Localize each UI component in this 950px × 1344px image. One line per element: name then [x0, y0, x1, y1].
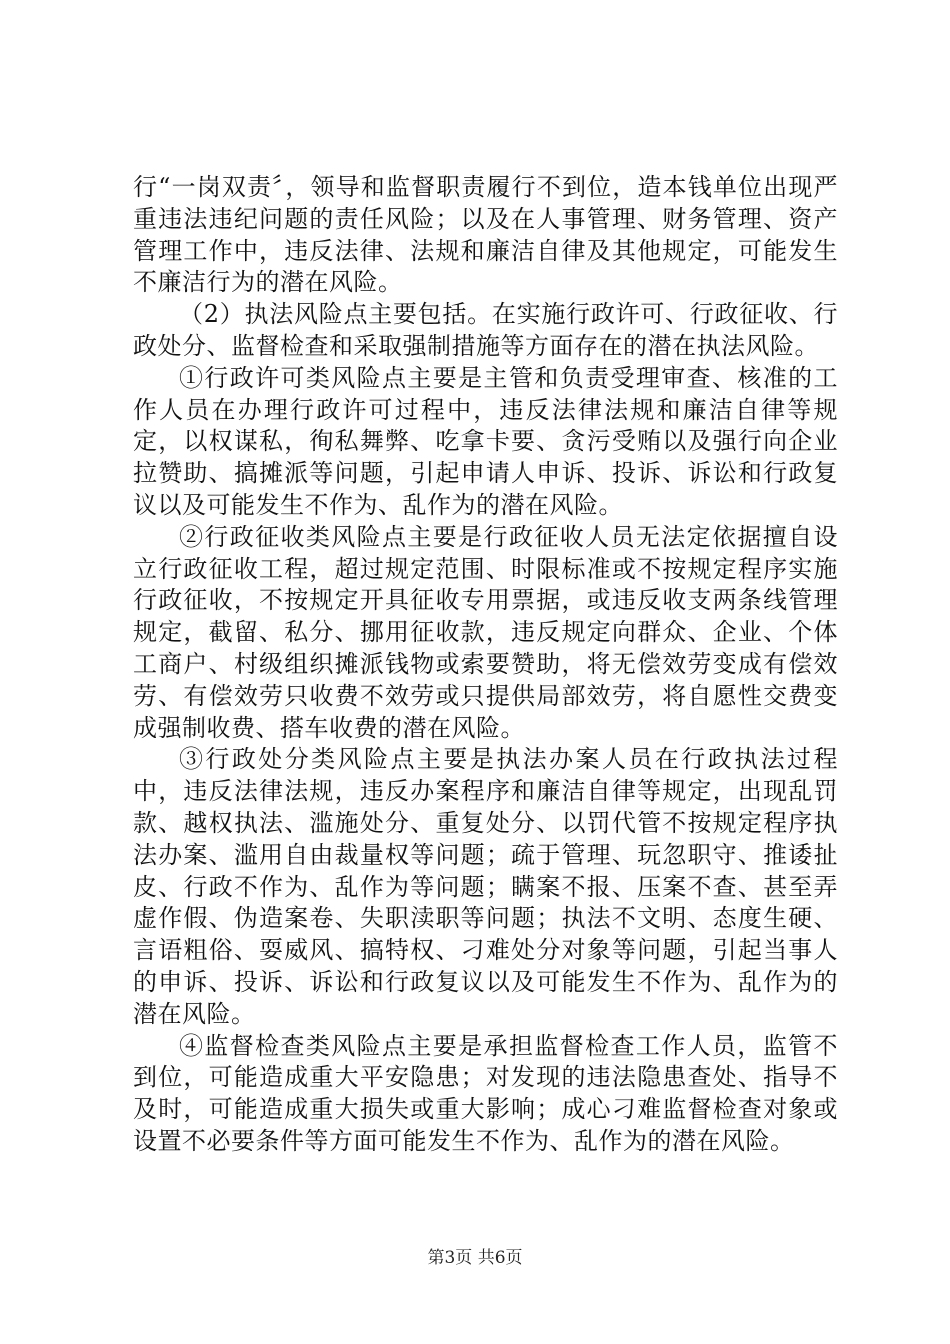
- paragraph-inspection-risk: ④监督检查类风险点主要是承担监督检查工作人员，监管不到位，可能造成重大平安隐患；对发现的违法隐患查处、指导不及时，可能造成重大损失或重大影响；成心刁难监督检查对象或设置不必要条件等方面可能发生不作为、乱作为的潜在风险。: [133, 1031, 838, 1155]
- paragraph-levy-risk: ②行政征收类风险点主要是行政征收人员无法定依据擅自设立行政征收工程，超过规定范围、时限标准或不按规定程序实施行政征收，不按规定开具征收专用票据，或违反收支两条线管理规定，截留、私分、挪用征收款，违反规定向群众、企业、个体工商户、村级组织摊派钱物或索要赞助，将无偿效劳变成有偿效劳、有偿效劳只收费不效劳或只提供局部效劳，将自愿性交费变成强制收费、搭车收费的潜在风险。: [133, 522, 838, 742]
- paragraph-licensing-risk: ①行政许可类风险点主要是主管和负责受理审查、核准的工作人员在办理行政许可过程中，违反法律法规和廉洁自律等规定，以权谋私，徇私舞弊、吃拿卡要、贪污受贿以及强行向企业拉赞助、搞摊派等问题，引起申请人申诉、投诉、诉讼和行政复议以及可能发生不作为、乱作为的潜在风险。: [133, 363, 838, 519]
- paragraph-enforcement-risk: （2）执法风险点主要包括。在实施行政许可、行政征收、行政处分、监督检查和采取强制措施等方面存在的潜在执法风险。: [133, 300, 838, 360]
- page-number-footer: 第3页 共6页: [427, 1248, 523, 1268]
- paragraph-penalty-risk: ③行政处分类风险点主要是执法办案人员在行政执法过程中，违反法律法规，违反办案程序和廉洁自律等规定，出现乱罚款、越权执法、滥施处分、重复处分、以罚代管不按规定程序执法办案、滥用自由裁量权等问题；疏于管理、玩忽职守、推诿扯皮、行政不作为、乱作为等问题；瞒案不报、压案不查、甚至弄虚作假、伪造案卷、失职渎职等问题；执法不文明、态度生硬、言语粗俗、耍威风、搞特权、刁难处分对象等问题，引起当事人的申诉、投诉、诉讼和行政复议以及可能发生不作为、乱作为的潜在风险。: [133, 745, 838, 1028]
- paragraph-continuation: 行“一岗双责〞，领导和监督职责履行不到位，造本钱单位出现严重违法违纪问题的责任风险；以及在人事管理、财务管理、资产管理工作中，违反法律、法规和廉洁自律及其他规定，可能发生不廉洁行为的潜在风险。: [133, 173, 838, 297]
- document-body: [133, 172, 838, 1158]
